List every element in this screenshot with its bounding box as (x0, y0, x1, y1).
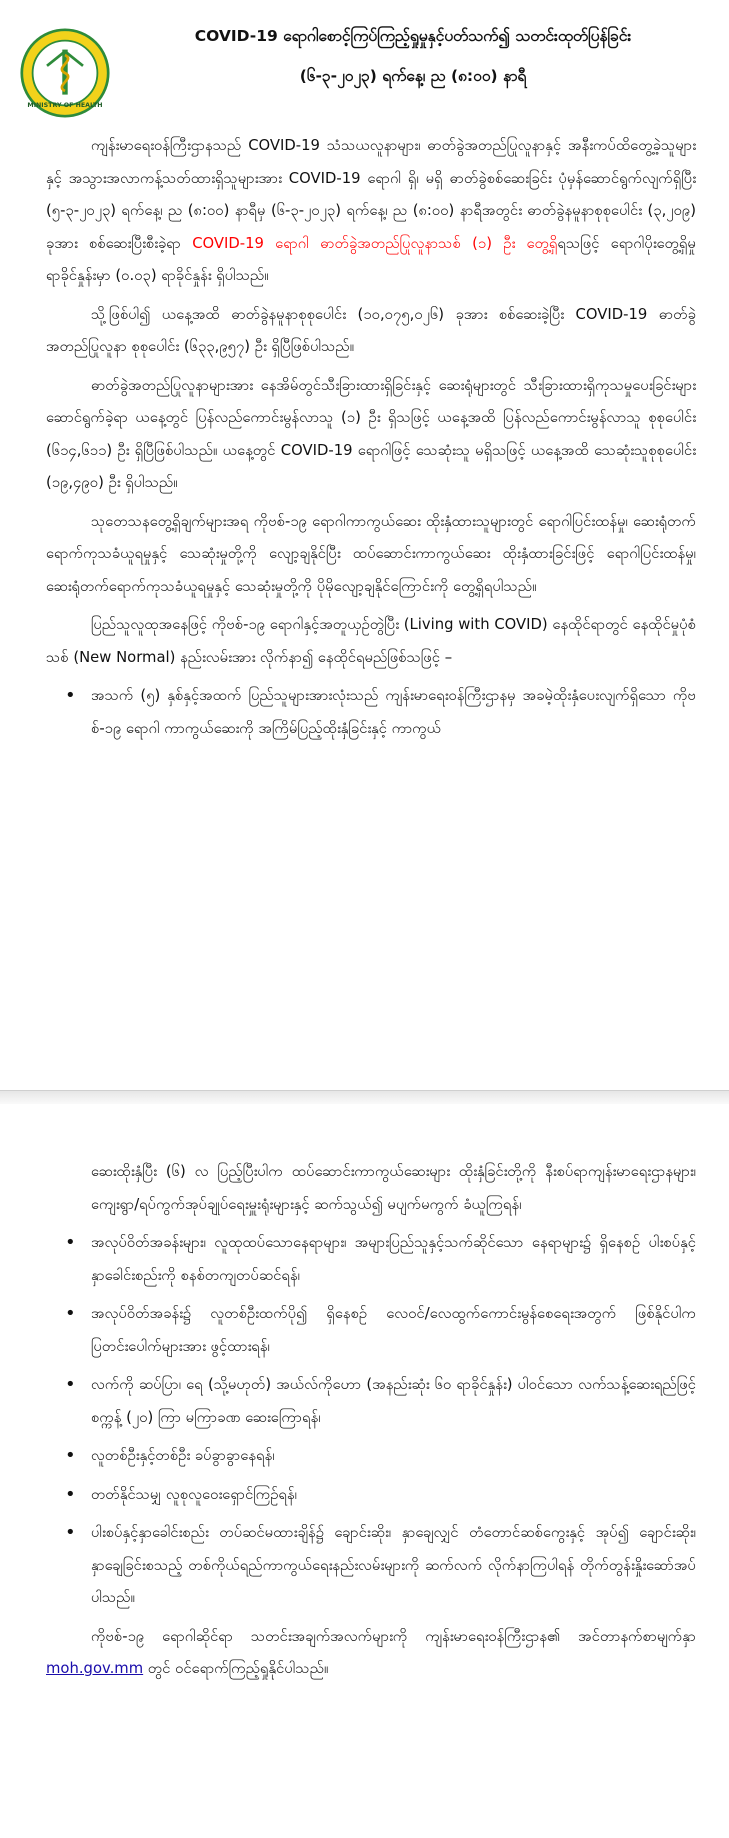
list-item-cough-etiquette: • ပါးစပ်နှင့်နှာခေါင်းစည်း တပ်ဆင်မထားချိန်၌ ချောင်းဆိုး၊ နှာချေလျှင် တံတောင်ဆစ်ကွေးနှင့် အုပ်၍ ချောင်းဆိုး၊ နှာချေခြင်းစသည့် တစ်ကိုယ်ရည်ကာကွယ်ရေးနည်းလမ်းများကို ဆက်လက် လိုက်နာကြပါရန် တိုက်တွန်းနှိုးဆော်အပ်ပါသည်။ (91, 1517, 696, 1615)
page-title: COVID-19 ရောဂါစောင့်ကြပ်ကြည့်ရှုမှုနှင့်ပတ်သက်၍ သတင်းထုတ်ပြန်ခြင်း (194, 27, 632, 45)
new-case-highlight: COVID-19 ရောဂါ ဓာတ်ခွဲအတည်ပြုလူနာသစ် (၁) ဦး တွေ့ရှိ (192, 234, 558, 252)
svg-text:MINISTRY OF HEALTH: MINISTRY OF HEALTH (27, 102, 103, 110)
page-separator (0, 1090, 729, 1105)
paragraph-recovery: ဓာတ်ခွဲအတည်ပြုလူနာများအား နေအိမ်တွင်သီးခြားထားရှိခြင်းနှင့် ဆေးရုံများတွင် သီးခြားထားရှိကုသမှုပေးခြင်းများ ဆောင်ရွက်ခဲ့ရာ ယနေ့တွင် ပြန်လည်ကောင်းမွန်လာသူ (၁) ဦး ရှိသဖြင့် ယနေ့အထိ ပြန်လည်ကောင်းမွန်လာသူ စုစုပေါင်း (၆၁၄,၆၁၁) ဦး ရှိပြီဖြစ်ပါသည်။ ယနေ့တွင် COVID-19 ရောဂါဖြင့် သေဆုံးသူ မရှိသဖြင့် ယနေ့အထိ သေဆုံးသူစုစုပေါင်း (၁၉,၄၉၀) ဦး ရှိပါသည်။ (46, 376, 696, 491)
paragraph-totals: သို့ဖြစ်ပါ၍ ယနေ့အထိ ဓာတ်ခွဲနမူနာစုစုပေါင်း (၁၀,၀၇၅,၀၂၆) ခုအား စစ်ဆေးခဲ့ပြီး COVID-19 ဓာတ်ခွဲအတည်ပြုလူနာ စုစုပေါင်း (၆၃၃,၉၅၇) ဦး ရှိပြီဖြစ်ပါသည်။ (46, 305, 696, 355)
page-subtitle: (၆-၃-၂၀၂၃) ရက်နေ့၊ ည (၈:၀၀) နာရီ (299, 67, 527, 85)
paragraph-new-normal: ပြည်သူလူထုအနေဖြင့် ကိုဗစ်-၁၉ ရောဂါနှင့်အတူယှဉ်တွဲပြီး (Living with COVID) နေထိုင်ရာတွင် နေထိုင်မှုပုံစံသစ် (New Normal) နည်းလမ်းအား လိုက်နာ၍ နေထိုင်ရမည်ဖြစ်သဖြင့် – (46, 616, 696, 666)
list-item-handwash: • လက်ကို ဆပ်ပြာ၊ ရေ (သို့မဟုတ်) အယ်လ်ကိုဟော (အနည်းဆုံး ၆၀ ရာခိုင်နှုန်း) ပါဝင်သော လက်သန့်ဆေးရည်ဖြင့် စက္ကန့် (၂၀) ကြာ မကြာခဏ ဆေးကြောရန်၊ (91, 1369, 696, 1434)
paragraph-website: ကိုဗစ်-၁၉ ရောဂါဆိုင်ရာ သတင်းအချက်အလက်များကို ကျန်းမာရေးဝန်ကြီးဌာန၏ အင်တာနက်စာမျက်နှာ moh.gov.mm တွင် ဝင်ရောက်ကြည့်ရှုနိုင်ပါသည်။ (46, 1627, 696, 1677)
ministry-of-health-logo (20, 28, 110, 118)
page-one-body (46, 130, 696, 955)
list-item-avoid-crowds: • တတ်နိုင်သမျှ လူစုလူဝေးရှောင်ကြဉ်ရန်၊ (91, 1479, 696, 1512)
paragraph-research: သုတေသနတွေ့ရှိချက်များအရ ကိုဗစ်-၁၉ ရောဂါကာကွယ်ဆေး ထိုးနှံထားသူများတွင် ရောဂါပြင်းထန်မှု၊ ဆေးရုံတက်ရောက်ကုသခံယူရမှုနှင့် သေဆုံးမှုတို့ကို လျော့ချနိုင်ပြီး ထပ်ဆောင်းကာကွယ်ဆေး ထိုးနှံထားခြင်းဖြင့် ရောဂါပြင်းထန်မှု၊ ဆေးရုံတက်ရောက်ကုသခံယူရမှုနှင့် သေဆုံးမှုတို့ကို ပိုမိုလျော့ချနိုင်ကြောင်းကို တွေ့ရှိရပါသည်။ (46, 512, 696, 595)
moh-website-link[interactable]: moh.gov.mm (46, 1660, 144, 1677)
guideline-list (46, 680, 696, 745)
guideline-list-continued (46, 1227, 696, 1615)
list-item-mask: • အလုပ်ဝိတ်အခန်းများ၊ လူထုထပ်သောနေရာများ၊ အများပြည်သူနှင့်သက်ဆိုင်သော နေရာများ၌ ရှိနေစဉ် ပါးစပ်နှင့်နှာခေါင်းစည်းကို စနစ်တကျတပ်ဆင်ရန်၊ (91, 1227, 696, 1292)
list-item-vaccination-continued: ဆေးထိုးနှံပြီး (၆) လ ပြည့်ပြီးပါက ထပ်ဆောင်းကာကွယ်ဆေးများ ထိုးနှံခြင်းတို့ကို နီးစပ်ရာကျန်းမာရေးဌာနများ၊ ကျေးရွာ/ရပ်ကွက်အုပ်ချုပ်ရေးမှူးရုံးများနှင့် ဆက်သွယ်၍ မပျက်မကွက် ခံယူကြရန်၊ (91, 1163, 696, 1213)
list-item-ventilation: • အလုပ်ဝိတ်အခန်း၌ လူတစ်ဦးထက်ပို၍ ရှိနေစဉ် လေဝင်/လေထွက်ကောင်းမွန်စေရေးအတွက် ဖြစ်နိုင်ပါက ပြတင်းပေါက်များအား ဖွင့်ထားရန်၊ (91, 1298, 696, 1363)
page-two (0, 1104, 729, 1838)
list-item-distance: • လူတစ်ဦးနှင့်တစ်ဦး ခပ်ခွာခွာနေရန်၊ (91, 1440, 696, 1473)
list-item-vaccination: • အသက် (၅) နှစ်နှင့်အထက် ပြည်သူများအားလုံးသည် ကျန်းမာရေးဝန်ကြီးဌာနမှ အခမဲ့ထိုးနှံပေးလျက်ရှိသော ကိုဗစ်-၁၉ ရောဂါ ကာကွယ်ဆေးကို အကြိမ်ပြည့်ထိုးနှံခြင်းနှင့် ကာကွယ် (91, 680, 696, 745)
paragraph-testing: ကျန်းမာရေးဝန်ကြီးဌာနသည် COVID-19 သံသယလူနာများ၊ ဓာတ်ခွဲအတည်ပြုလူနာနှင့် အနီးကပ်ထိတွေ့ခဲ့သူများနှင့် အသွားအလာကန့်သတ်ထားရှိသူများအား COVID-19 ရောဂါ ရှိ၊ မရှိ ဓာတ်ခွဲစစ်ဆေးခြင်း ပုံမှန်ဆောင်ရွက်လျက်ရှိပြီး (၅-၃-၂၀၂၃) ရက်နေ့၊ ည (၈:၀၀) နာရီမှ (၆-၃-၂၀၂၃) ရက်နေ့၊ ည (၈:၀၀) နာရီအတွင်း ဓာတ်ခွဲနမူနာစုစုပေါင်း (၃,၂၀၉) ခုအား စစ်ဆေးပြီးစီးခဲ့ရာ COVID-19 ရောဂါ ဓာတ်ခွဲအတည်ပြုလူနာသစ် (၁) ဦး တွေ့ရှိရသဖြင့် ရောဂါပိုးတွေ့ရှိမှု ရာခိုင်နှုန်းမှာ (၀.၀၃) ရာခိုင်နှုန်း ရှိပါသည်။ (46, 137, 696, 284)
